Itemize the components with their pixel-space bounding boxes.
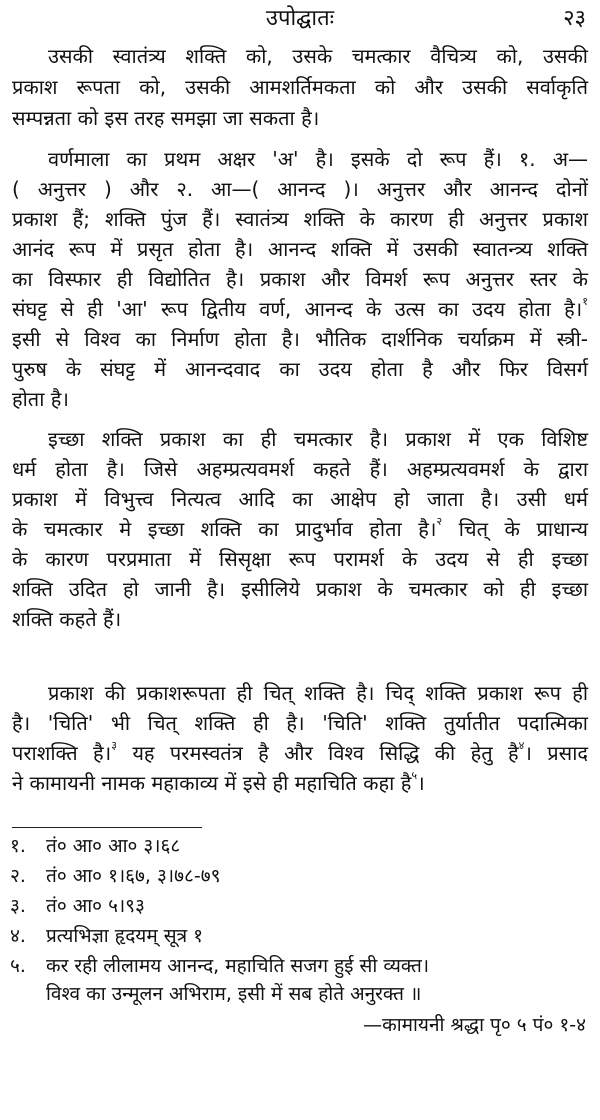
footnote-divider xyxy=(12,827,202,828)
line-text: सम्पन्नता को इस तरह समझा जा सकता है। xyxy=(12,106,320,130)
text-line xyxy=(12,514,588,544)
text-line xyxy=(12,604,588,634)
footnote-ref: ५ xyxy=(411,769,418,782)
footnote xyxy=(10,832,180,860)
text-line xyxy=(12,544,588,574)
line-text: चित् के प्राधान्य xyxy=(442,517,588,541)
line-text: प्रकाश हैं; शक्ति पुंज हैं। स्वातंत्र्य शक्ति के कारण ही अनुत्तर प्रकाश xyxy=(12,207,588,231)
footnote-verse-continuation: विश्व का उन्मूलन अभिराम, इसी में सब होते अनुरक्त ॥ xyxy=(46,983,422,1005)
text-line xyxy=(12,574,588,604)
footnote-text: प्रत्यभिज्ञा हृदयम् सूत्र १ xyxy=(46,925,203,947)
footnote-number: ४. xyxy=(10,925,26,947)
line-text: शक्ति उदित हो जानी है। इसीलिये प्रकाश के चमत्कार को ही इच्छा xyxy=(12,577,589,601)
text-line xyxy=(12,103,588,133)
text-line xyxy=(48,41,588,71)
text-line xyxy=(48,678,588,708)
line-text: शक्ति कहते हैं। xyxy=(12,607,122,631)
line-text: वर्णमाला का प्रथम अक्षर 'अ' है। इसके दो रूप हैं। १. अ— xyxy=(48,147,588,171)
footnote-number: ३. xyxy=(10,895,26,917)
line-text: संघट्ट से ही 'आ' रूप द्वितीय वर्ण, आनन्द के उत्स का उदय होता है। xyxy=(12,297,583,321)
text-line xyxy=(12,384,588,414)
line-text: होता है। xyxy=(12,387,69,411)
footnote-ref: ३ xyxy=(111,739,117,752)
footnote-text: तं० आ० आ० ३।६८ xyxy=(46,835,181,857)
text-line xyxy=(12,72,588,102)
line-text: धर्म होता है। जिसे अहम्प्रत्यवमर्श कहते हैं। अहम्प्रत्यवमर्श के द्वारा xyxy=(12,457,588,481)
line-text: इच्छा शक्ति प्रकाश का ही चमत्कार है। प्रकाश में एक विशिष्ट xyxy=(48,427,588,451)
footnote-number: १. xyxy=(10,835,26,857)
line-text: ने कामायनी नामक महाकाव्य में इसे ही महाचिति कहा है xyxy=(12,771,412,795)
line-text: प्रकाश की प्रकाशरूपता ही चित् शक्ति है। चिद् शक्ति प्रकाश रूप ही xyxy=(48,681,588,705)
line-text: का विस्फार ही विद्योतित है। प्रकाश और विमर्श रूप अनुत्तर स्तर के xyxy=(12,267,588,291)
line-text: के चमत्कार मे इच्छा शक्ति का प्रादुर्भाव होता है। xyxy=(12,517,437,541)
line-text: । प्रसाद xyxy=(524,741,588,765)
line-text: है। 'चिति' भी चित् शक्ति ही है। 'चिति' शक्ति तुर्यातीत पदात्मिका xyxy=(12,711,588,735)
footnote-text: तं० आ० १।६७, ३।७८-७९ xyxy=(46,865,221,887)
text-line xyxy=(12,484,588,514)
footnote xyxy=(10,922,203,950)
footnote-text: तं० आ० ५।९३ xyxy=(46,895,145,917)
footnote xyxy=(10,862,220,890)
footnote xyxy=(10,892,145,920)
footnote-ref: ४ xyxy=(518,739,525,752)
text-line xyxy=(12,204,588,234)
text-line xyxy=(12,174,588,204)
line-text: प्रकाश में विभुत्त्व नित्यत्व आदि का आक्षेप हो जाता है। उसी धर्म xyxy=(12,487,588,511)
text-line xyxy=(12,354,588,384)
text-line xyxy=(12,708,588,738)
text-line xyxy=(48,424,588,454)
text-line xyxy=(12,324,588,354)
footnote xyxy=(10,952,429,980)
line-text: ( अनुत्तर ) और २. आ—( आनन्द )। अनुत्तर और आनन्द दोनों xyxy=(12,177,588,201)
text-line xyxy=(12,768,588,798)
text-line xyxy=(12,294,588,324)
footnote-number: २. xyxy=(10,865,26,887)
line-text: पराशक्ति है। xyxy=(12,741,112,765)
footnote-ref: २ xyxy=(436,515,443,528)
page-number: २३ xyxy=(563,6,586,31)
line-text: । xyxy=(417,771,425,795)
line-text: यह परमस्वतंत्र है और विश्व सिद्धि की हेतु है xyxy=(116,741,519,765)
text-line xyxy=(12,234,588,264)
footnote-number: ५. xyxy=(10,955,26,977)
line-text: के कारण परप्रमाता में सिसृक्षा रूप परामर्श के उदय से ही इच्छा xyxy=(12,547,588,571)
running-header-title: उपोद्घातः xyxy=(265,6,335,31)
line-text: आनंद रूप में प्रसृत होता है। आनन्द शक्ति में उसकी स्वातन्त्र्य शक्ति xyxy=(12,237,588,261)
line-text: इसी से विश्व का निर्माण होता है। भौतिक दार्शनिक चर्याक्रम में स्त्री- xyxy=(12,327,588,351)
footnote-text: कर रही लीलामय आनन्द, महाचिति सजग हुई सी व्यक्त। xyxy=(46,955,430,977)
text-line xyxy=(12,264,588,294)
text-line xyxy=(12,454,588,484)
footnote-source: —कामायनी श्रद्धा पृ० ५ पं० १-४ xyxy=(363,1014,586,1036)
text-line xyxy=(12,738,588,768)
footnote-ref: १ xyxy=(582,295,588,308)
line-text: प्रकाश रूपता को, उसकी आमशर्तिमकता को और उसकी सर्वाकृति xyxy=(12,75,588,99)
line-text: पुरुष के संघट्ट में आनन्दवाद का उदय होता है और फिर विसर्ग xyxy=(12,357,588,381)
line-text: उसकी स्वातंत्र्य शक्ति को, उसके चमत्कार वैचित्र्य को, उसकी xyxy=(48,44,588,68)
text-line xyxy=(48,144,588,174)
